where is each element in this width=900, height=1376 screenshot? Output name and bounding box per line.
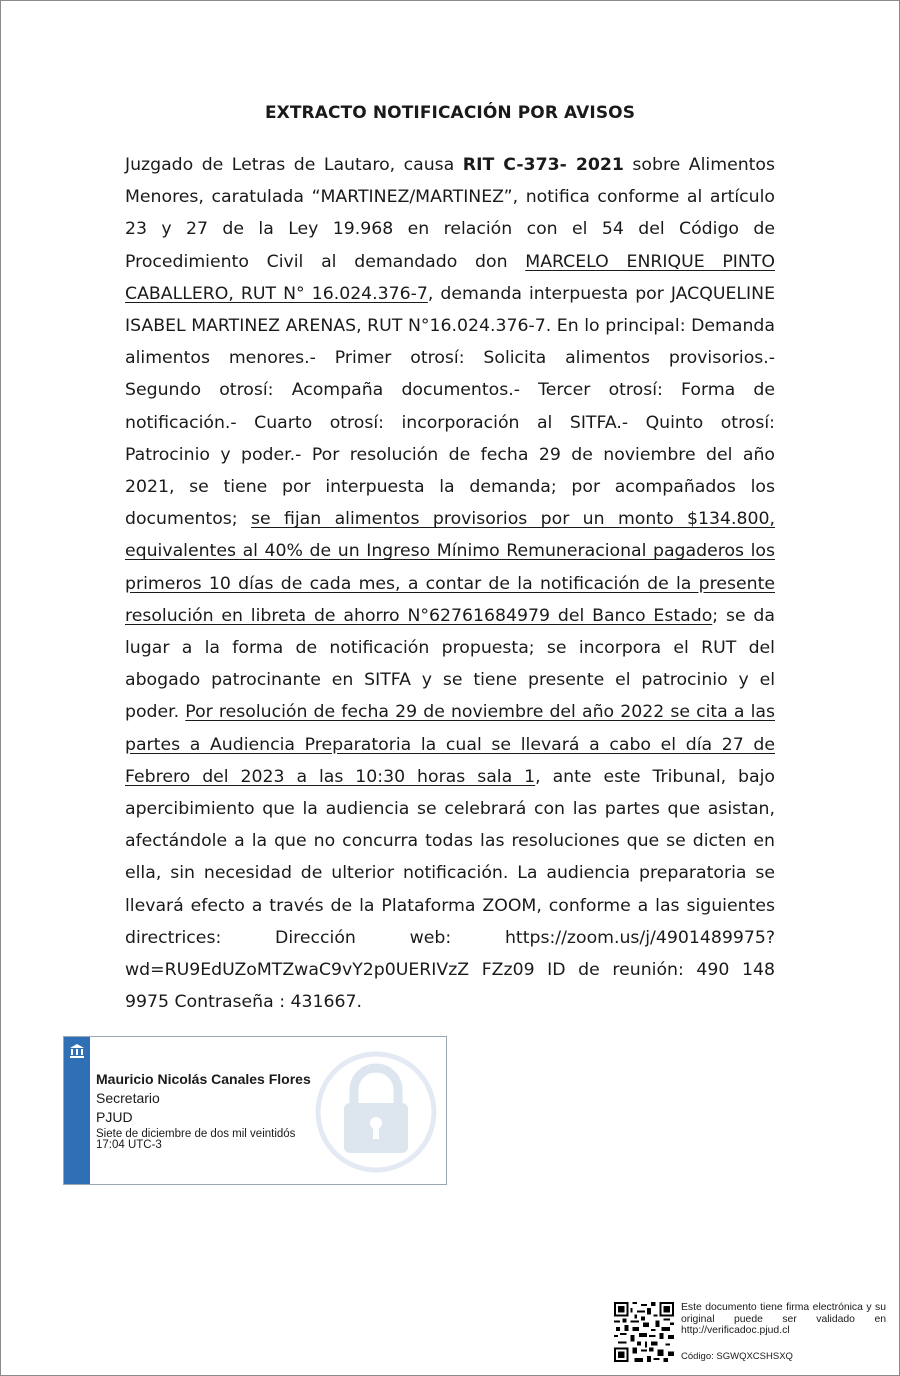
defendant-name: MARCELO ENRIQUE PINTO CABALLERO, RUT N° 16.024.376-7: [125, 251, 775, 304]
hearing-citation: Por resolución de fecha 29 de noviembre del año 2022 se cita a las partes a Audiencia Preparatoria la cual se llevará a cabo el día 27 de Febrero del 2023 a las 10:30 horas sala 1: [125, 702, 775, 787]
body-segment: , demanda interpuesta por JACQUELINE ISABEL MARTINEZ ARENAS, RUT N°16.024.376-7. En lo principal: Demanda alimentos menores.- Primer otrosí: Solicita alimentos provisorios.- Segundo otrosí: Acompaña documentos.- Tercer otrosí: Forma de notificación.- Cuarto otrosí: incorporación al SITFA.- Quinto otrosí: Patrocinio y poder.- Por resolución de fecha 29 de noviembre del año 2021, se tiene por interpuesta la demanda; por acompañados los documentos;: [125, 283, 775, 530]
signature-time-text: 17:04 UTC-3: [96, 1139, 162, 1151]
body-segment: ; se da lugar a la forma de notificación propuesta; se incorpora el RUT del abogado patrocinante en SITFA y se tiene presente el patrocinio y el poder.: [125, 605, 775, 723]
signer-role: Secretario: [96, 1090, 160, 1106]
signer-name: Mauricio Nicolás Canales Flores: [96, 1071, 311, 1087]
page-title: EXTRACTO NOTIFICACIÓN POR AVISOS: [264, 103, 636, 123]
bank-icon: [69, 1043, 85, 1059]
case-number: RIT C-373- 2021: [462, 155, 624, 175]
provisional-alimony: se fijan alimentos provisorios por un monto $134.800, equivalentes al 40% de un Ingreso Mínimo Remuneracional pagaderos los primeros 10 días de cada mes, a contar de la notificación de la presente resolución en libreta de ahorro N°62761684979 del Banco Estado: [125, 509, 775, 626]
signature-box: [63, 1036, 447, 1185]
qr-code-icon: [614, 1302, 674, 1362]
verification-text: Este documento tiene firma electrónica y su original puede ser validado en http://verificadoc.pjud.cl: [681, 1302, 886, 1336]
signature-date: [96, 1129, 336, 1151]
body-segment: sobre Alimentos Menores, caratulada “MARTINEZ/MARTINEZ”, notifica conforme al artículo 23 y 27 de la Ley 19.968 en relación con el 54 del Código de Procedimiento Civil al demandado don: [125, 155, 776, 272]
signature-date-text: Siete de diciembre de dos mil veintidós: [96, 1128, 296, 1140]
body-segment: , ante este Tribunal, bajo apercibimiento que la audiencia se celebrará con las partes que asistan, afectándole a la que no concurra todas las resoluciones que se dicten en ella, sin necesidad de ulterior notificación. La audiencia preparatoria se llevará efecto a través de la Plataforma ZOOM, conforme a las siguientes directrices: Dirección web: https://zoom.us/j/4901489975?wd=RU9EdUZoMTZwaC9vY2p0UERIVzZ FZz09 ID de reunión: 490 148 9975 Contraseña : 431667.: [125, 766, 775, 1013]
lock-icon: [314, 1045, 438, 1179]
notice-body: [125, 149, 775, 1018]
verification-code: Código: SGWQXCSHSXQ: [681, 1351, 793, 1362]
signature-accent-bar: [64, 1037, 90, 1184]
signer-org: PJUD: [96, 1109, 133, 1125]
body-segment: Juzgado de Letras de Lautaro, causa: [125, 155, 463, 175]
